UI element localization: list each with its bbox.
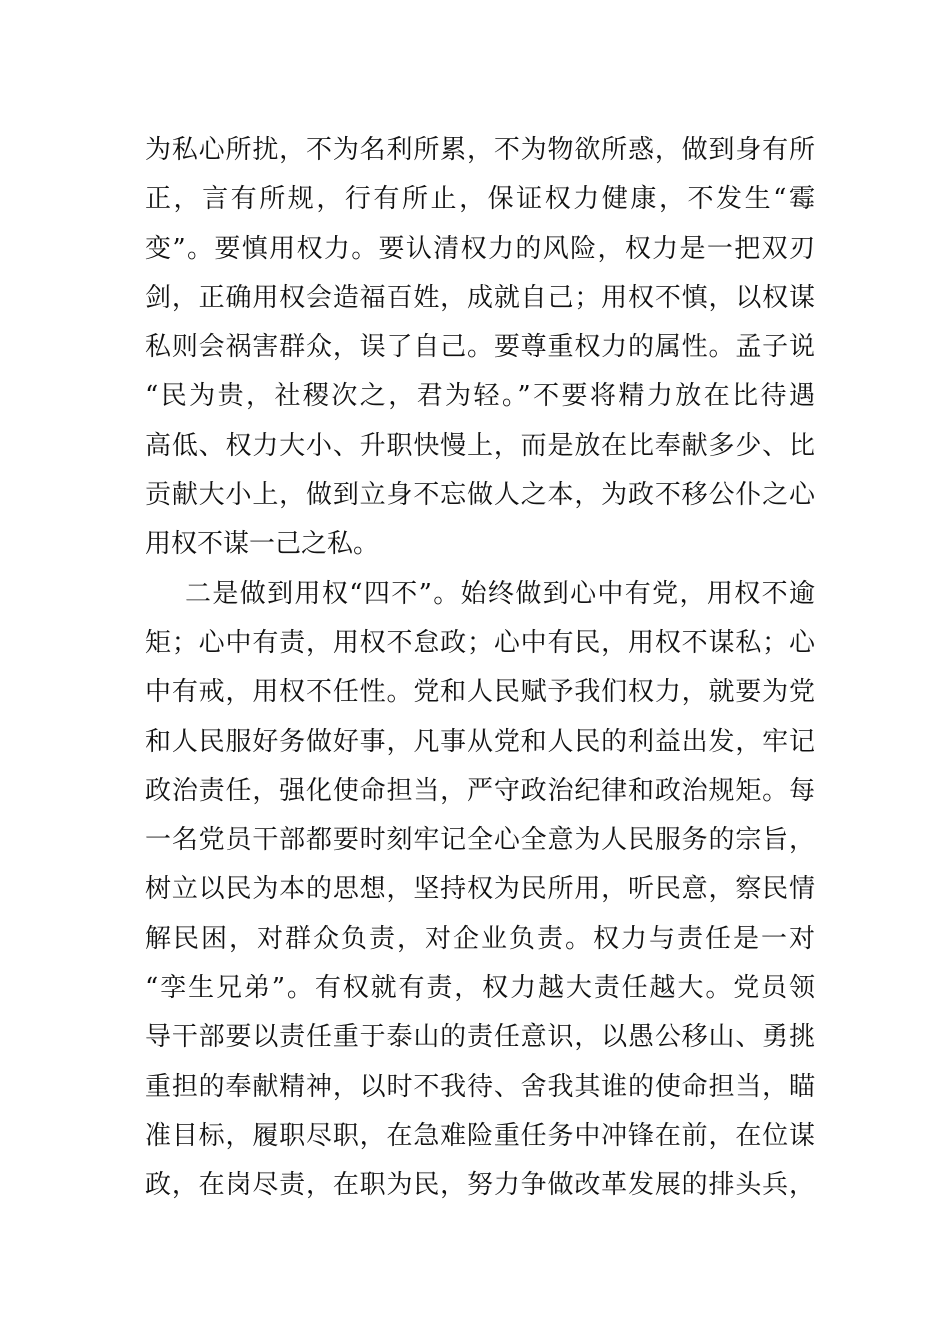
text-line: 解民困，对群众负责，对企业负责。权力与责任是一对: [145, 923, 815, 954]
text-line: 和人民服好务做好事，凡事从党和人民的利益出发，牢记: [145, 726, 815, 757]
text-line: “民为贵，社稷次之，君为轻。”不要将精力放在比待遇: [145, 381, 815, 412]
text-line: 中有戒，用权不任性。党和人民赋予我们权力，就要为党: [145, 677, 815, 708]
text-line: 矩；心中有责，用权不怠政；心中有民，用权不谋私；心: [145, 627, 815, 658]
text-line: 贡献大小上，做到立身不忘做人之本，为政不移公仆之心: [145, 480, 815, 511]
text-line: 树立以民为本的思想，坚持权为民所用，听民意，察民情: [145, 874, 815, 905]
text-line: 高低、权力大小、升职快慢上，而是放在比奉献多少、比: [145, 430, 815, 461]
text-line: 导干部要以责任重于泰山的责任意识，以愚公移山、勇挑: [145, 1022, 815, 1053]
text-line: 重担的奉献精神，以时不我待、舍我其谁的使命担当，瞄: [145, 1071, 815, 1102]
text-line: 一名党员干部都要时刻牢记全心全意为人民服务的宗旨，: [145, 825, 815, 856]
paragraph-start-line: 二是做到用权“四不”。始终做到心中有党，用权不逾: [185, 578, 815, 609]
text-line: 剑，正确用权会造福百姓，成就自己；用权不慎，以权谋: [145, 282, 815, 313]
text-line: 变”。要慎用权力。要认清权力的风险，权力是一把双刃: [145, 233, 815, 264]
text-line: 准目标，履职尽职，在急难险重任务中冲锋在前，在位谋: [145, 1120, 815, 1151]
text-line: 政，在岗尽责，在职为民，努力争做改革发展的排头兵，: [145, 1170, 815, 1201]
text-line: 为私心所扰，不为名利所累，不为物欲所惑，做到身有所: [145, 135, 815, 165]
body-text: [145, 126, 815, 1211]
text-line: 用权不谋一己之私。: [145, 529, 380, 560]
text-line: 正，言有所规，行有所止，保证权力健康，不发生“霉: [145, 184, 815, 215]
text-line: 私则会祸害群众，误了自己。要尊重权力的属性。孟子说: [145, 332, 815, 363]
text-line: “孪生兄弟”。有权就有责，权力越大责任越大。党员领: [145, 973, 815, 1004]
text-line: 政治责任，强化使命担当，严守政治纪律和政治规矩。每: [145, 775, 815, 806]
